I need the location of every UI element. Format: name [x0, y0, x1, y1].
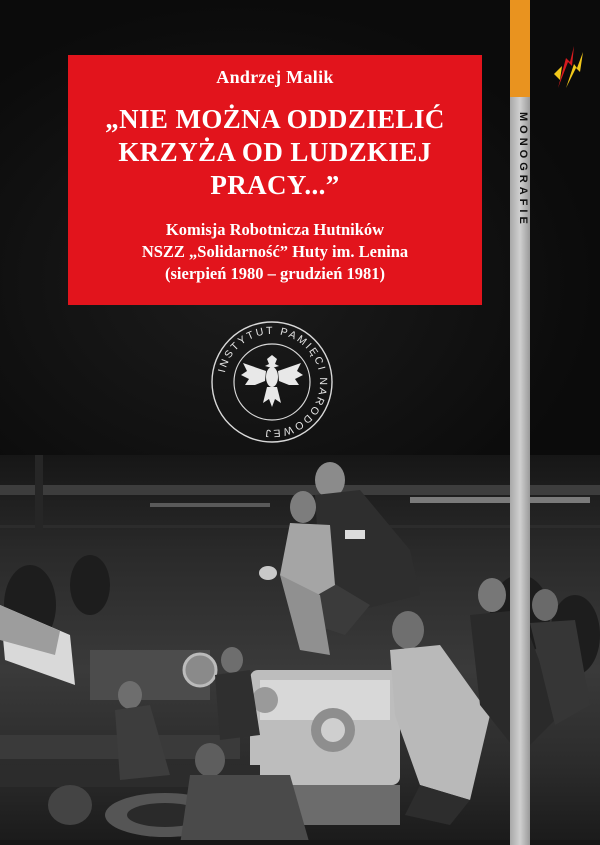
ipn-eagle-seal-icon: [209, 319, 335, 445]
series-label: MONOGRAFIE: [517, 112, 529, 228]
subtitle-line-3: (sierpień 1980 – grudzień 1981): [165, 264, 385, 283]
title-line-3: PRACY...”: [210, 170, 340, 200]
title-line-2: KRZYŻA OD LUDZKIEJ: [118, 137, 432, 167]
subtitle-line-2: NSZZ „Solidarność” Huty im. Lenina: [141, 242, 409, 261]
series-strip-top: [510, 0, 530, 97]
title-panel: [68, 55, 482, 305]
subtitle-line-1: Komisja Robotnicza Hutników: [165, 220, 385, 239]
book-title: [78, 103, 472, 202]
author-name: Andrzej Malik: [216, 67, 334, 87]
ipn-flame-logo-icon: [552, 44, 586, 90]
seal-text: INSTYTUT PAMIĘCI NARODOWEJ: [216, 324, 330, 440]
book-subtitle: [78, 219, 472, 285]
title-line-1: „NIE MOŻNA ODDZIELIĆ: [105, 104, 445, 134]
